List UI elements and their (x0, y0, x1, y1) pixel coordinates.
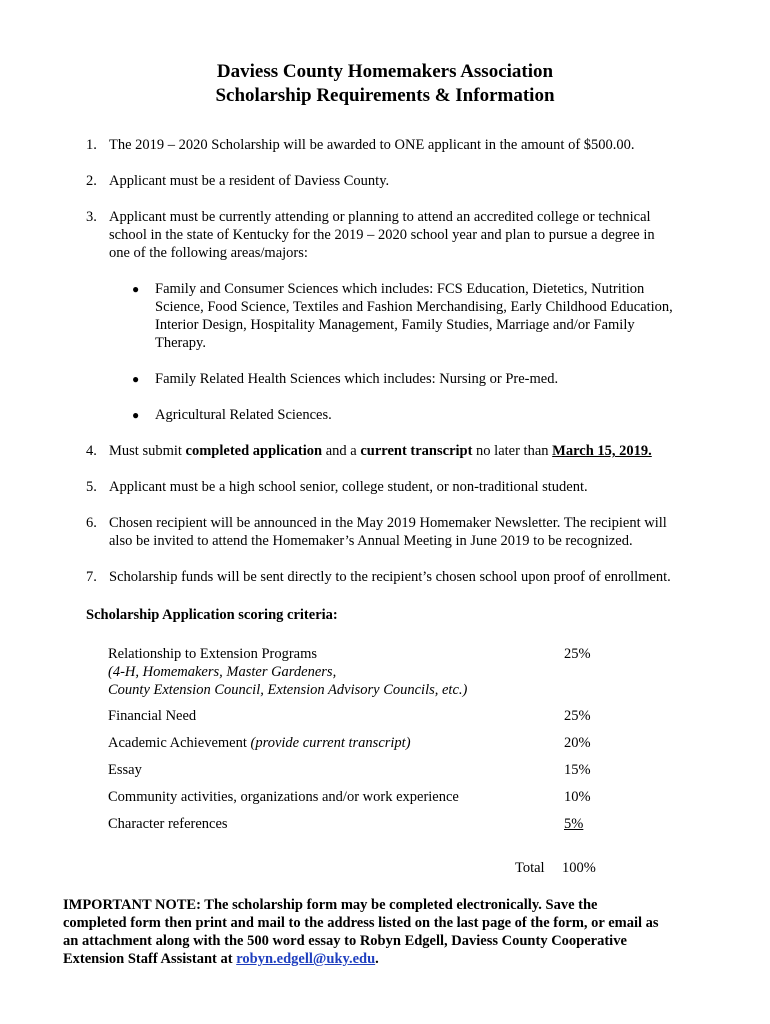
item4-bold-transcript: current transcript (360, 443, 473, 459)
list-number: 2. (86, 173, 97, 189)
item4-pre: Must submit (109, 443, 186, 459)
list-text (109, 442, 709, 460)
item4-bold-application: completed application (185, 443, 323, 459)
criteria-percent: 10% (564, 789, 591, 805)
important-note-line: completed form then print and mail to the address listed on the last page of the form, or email as (63, 915, 659, 931)
criteria-label: Essay (108, 762, 142, 778)
email-link[interactable]: robyn.edgell@uky.edu (236, 951, 376, 967)
criteria-percent: 25% (564, 708, 591, 724)
bullet-text: Family and Consumer Sciences which includes: FCS Education, Dietetics, Nutrition (155, 281, 645, 297)
bullet-text: Science, Food Science, Textiles and Fashion Merchandising, Early Childhood Education, (155, 299, 673, 315)
note-prefix: Extension Staff Assistant at (63, 951, 237, 967)
list-text: Applicant must be a high school senior, college student, or non-traditional student. (109, 479, 588, 495)
criteria-sublabel: (4-H, Homemakers, Master Gardeners, (108, 664, 337, 680)
bullet-text: Family Related Health Sciences which includes: Nursing or Pre-med. (155, 371, 559, 387)
list-text: The 2019 – 2020 Scholarship will be awarded to ONE applicant in the amount of $500.00. (109, 137, 635, 153)
list-text: one of the following areas/majors: (109, 245, 308, 261)
list-number: 4. (86, 443, 97, 459)
total-value: 100% (562, 860, 596, 876)
criteria-percent: 25% (564, 646, 591, 662)
bullet-icon: ● (132, 372, 140, 386)
criteria-label: Financial Need (108, 708, 197, 724)
bullet-text: Therapy. (155, 335, 206, 351)
important-note-line: an attachment along with the 500 word essay to Robyn Edgell, Daviess County Cooperative (63, 933, 627, 949)
list-text: Chosen recipient will be announced in the May 2019 Homemaker Newsletter. The recipient will (109, 515, 667, 531)
bullet-icon: ● (132, 282, 140, 296)
list-text: Applicant must be a resident of Daviess County. (109, 173, 390, 189)
list-number: 6. (86, 515, 97, 531)
page-title: Daviess County Homemakers Association (216, 61, 554, 82)
criteria-label-note: (provide current transcript) (250, 735, 411, 751)
list-text: Applicant must be currently attending or planning to attend an accredited college or technical (109, 209, 651, 225)
total-label: Total (515, 860, 545, 876)
list-number: 7. (86, 569, 97, 585)
bullet-text: Agricultural Related Sciences. (155, 407, 332, 423)
important-note-line: IMPORTANT NOTE: The scholarship form may be completed electronically. Save the (63, 897, 598, 913)
item4-mid: and a (322, 443, 361, 459)
criteria-percent: 15% (564, 762, 591, 778)
bullet-icon: ● (132, 408, 140, 422)
criteria-label: Community activities, organizations and/or work experience (108, 789, 459, 805)
deadline-date: March 15, 2019. (552, 443, 652, 459)
criteria-percent: 5% (564, 816, 584, 832)
criteria-label-text: Academic Achievement (108, 735, 251, 751)
note-suffix: . (375, 951, 379, 967)
item4-post: no later than (472, 443, 553, 459)
criteria-label: Character references (108, 816, 228, 832)
criteria-heading: Scholarship Application scoring criteria: (86, 607, 338, 623)
list-number: 5. (86, 479, 97, 495)
list-number: 1. (86, 137, 97, 153)
criteria-label (108, 734, 548, 752)
criteria-sublabel: County Extension Council, Extension Advisory Councils, etc.) (108, 682, 468, 698)
list-number: 3. (86, 209, 97, 225)
criteria-label: Relationship to Extension Programs (108, 646, 318, 662)
criteria-percent: 20% (564, 735, 591, 751)
list-text: also be invited to attend the Homemaker’s Annual Meeting in June 2019 to be recognized. (109, 533, 633, 549)
page-subtitle: Scholarship Requirements & Information (215, 85, 555, 106)
list-text: school in the state of Kentucky for the 2019 – 2020 school year and plan to pursue a degree in (109, 227, 655, 243)
list-text: Scholarship funds will be sent directly to the recipient’s chosen school upon proof of enrollment. (109, 569, 671, 585)
bullet-text: Interior Design, Hospitality Management, Family Studies, Marriage and/or Family (155, 317, 635, 333)
important-note-line (63, 950, 723, 968)
